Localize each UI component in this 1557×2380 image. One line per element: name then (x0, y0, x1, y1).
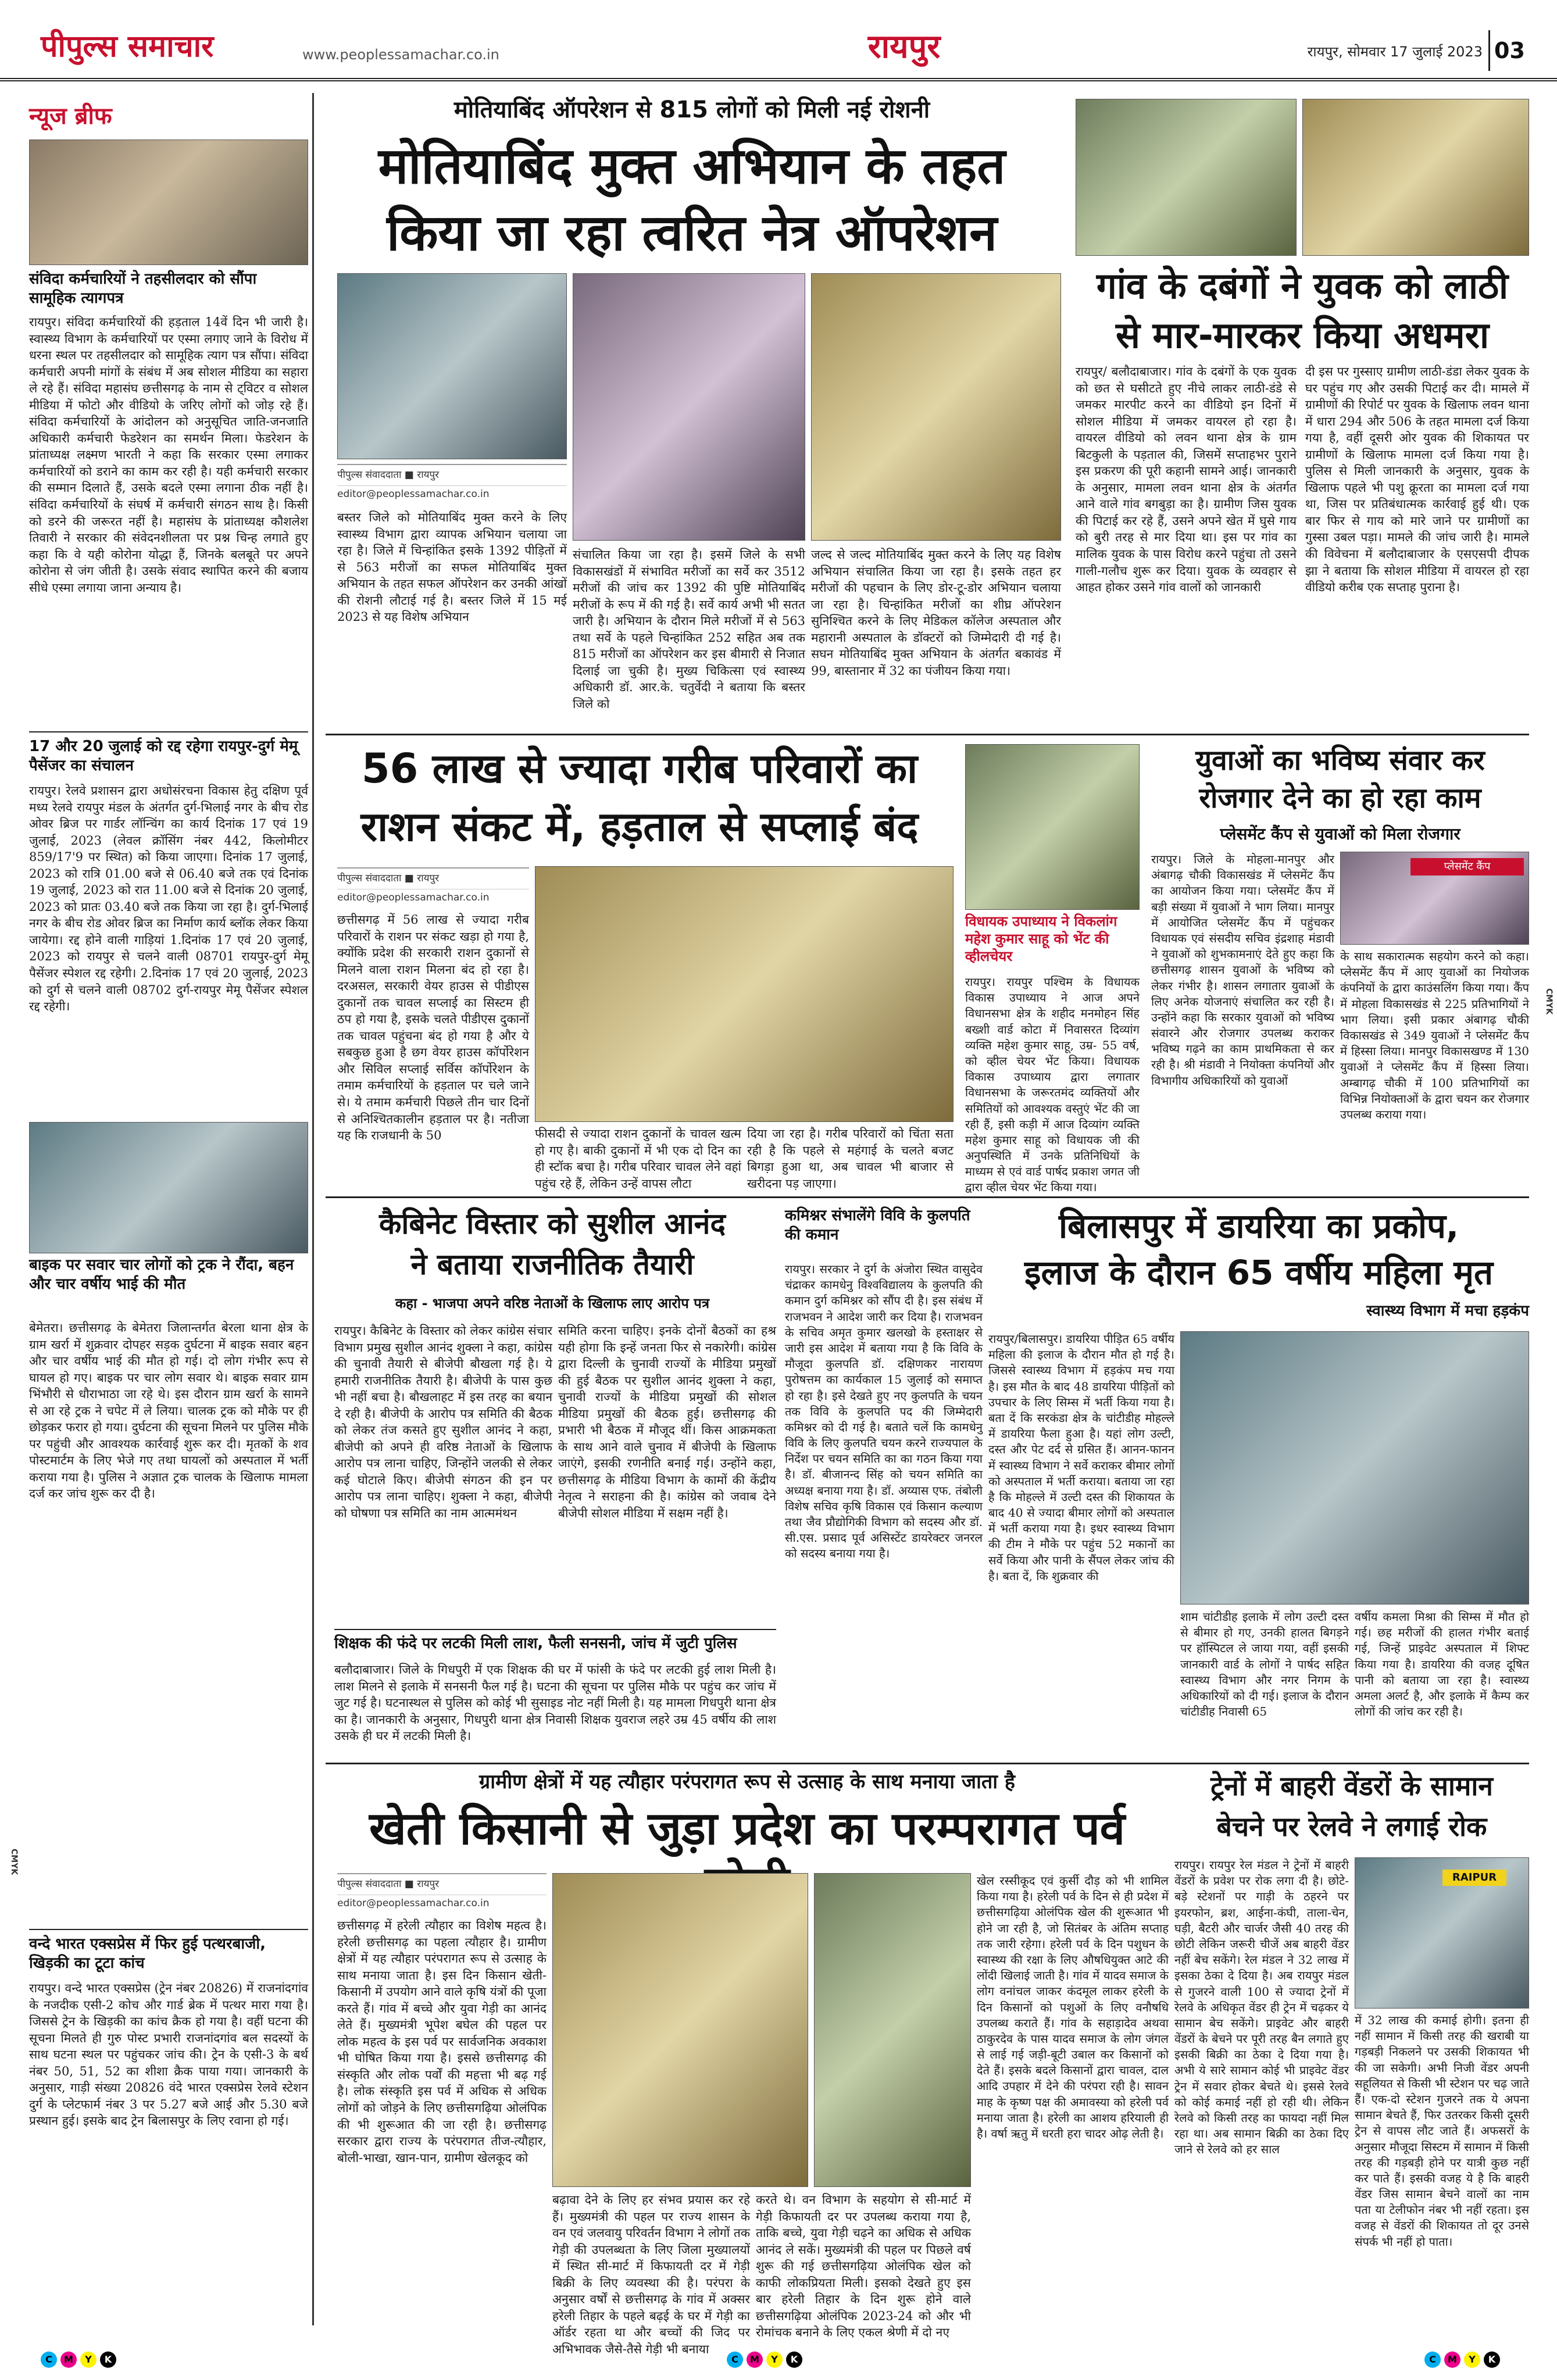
ration-headline-2: राशन संकट में, हड़ताल से सप्लाई बंद (360, 803, 919, 850)
village-photo-1 (1076, 99, 1297, 256)
village-photo-2 (1302, 99, 1529, 256)
cataract-byline: पीपुल्स संवाददाता ■ रायपुर (337, 464, 567, 486)
brief-headline-1: संविदा कर्मचारियों ने तहसीलदार को सौंपा सामूहिक त्यागपत्र (29, 270, 257, 307)
mla-photo-wheelchair (965, 744, 1140, 910)
divider (326, 734, 1529, 735)
magenta-mark-icon: M (1444, 2352, 1460, 2368)
hareli-byline: पीपुल्स संवाददाता ■ रायपुर (337, 1873, 547, 1895)
masthead-logo[interactable]: पीपुल्स समाचार (41, 29, 214, 64)
cabinet-headline-1: कैबिनेट विस्तार को सुशील आनंद (379, 1207, 726, 1241)
teacher-headline: शिक्षक की फंदे पर लटकी मिली लाश, फैली सनसनी, जांच में जुटी पुलिस (334, 1635, 737, 1652)
ration-col-1: छत्तीसगढ़ में 56 लाख से ज्यादा गरीब परिवारों के राशन पर संकट खड़ा हो गया है, क्योंकि प्रदेश की सरकारी राशन दुकानों से मिलने वाला राशन मिलना बंद हो रहा है। दरअसल, सरकारी वेयर हाउस से पीडीएस दुकानों तक चावल सप्लाई का सिस्टम ही ठप हो गया है, इसके चलते पीडीएस दुकानों तक चावल पहुंचना बंद हो गया है और ये सबकुछ हुआ है छग वेयर हाउस कॉर्पोरेशन और सिविल सप्लाई सर्विस कॉर्पोरेशन के तमाम कर्मचारियों के हड़ताल पर चले जाने से। ये तमाम कर्मचारी पिछले तीन चार दिनों से अनिश्चितकालीन हड़ताल पर है। नतीजा यह कि राजधानी के 50 (337, 913, 529, 1143)
black-mark-icon: K (1484, 2352, 1500, 2368)
youth-col-2: के साथ सकारात्मक सहयोग करने को कहा। प्लेसमेंट कैंप में आए युवाओं का नियोजक कंपनियों के द्वारा काउंसलिंग किया गया। कैंप में मोहला विकासखंड से 225 प्रतिभागियों ने भाग लिया। इसी प्रकार अंबागढ़ चौकी विकासखंड से 349 युवाओं ने प्लेसमेंट कैंप में हिस्सा लिया। मानपुर विकासखण्ड में 130 युवाओं ने प्लेसमेंट कैंप में हिस्सा लिया। अम्बागढ़ चौकी में 100 प्रतिभागियों का विभिन्न नियोक्ताओं के द्वारा चयन कर रोजगार उपलब्ध कराया गया। (1340, 949, 1529, 1121)
hareli-col-4: खेल रस्सीकूद एवं कुर्सी दौड़ को भी शामिल किया गया है। हरेली पर्व के दिन से ही प्रदेश में छत्तीसगढ़िया ओलंपिक खेल की शुरूआत भी होने जा रही है, जो सितंबर के अंतिम सप्ताह तक जारी रहेगा। हरेली पर्व के दिन पशुधन के स्वास्थ्य की रक्षा के लिए औषधियुक्त आटे की लोंदी खिलाई जाती है। गांव में यादव समाज के लोग वनांचल जाकर कंदमूल लाकर हरेली के दिन किसानों को पशुओं के लिए वनौषधि उपलब्ध कराते हैं। गांव के सहाड़ादेव अथवा ठाकुरदेव के पास यादव समाज के लोग जंगल से लाई गई जड़ी-बूटी उबाल कर किसानों को देते हैं। इसके बदले किसानों द्वारा चावल, दाल आदि उपहार में देने की परंपरा रही है। सावन माह के कृष्ण पक्ष की अमावस्या को हरेली पर्व मनाया जाता है। हरेली का आशय हरियाली ही है। वर्षा ऋतु में धरती हरा चादर ओढ़ लेती है। (977, 1874, 1169, 2140)
hareli-photo-woman (814, 1873, 971, 2187)
brief-body-1: रायपुर। संविदा कर्मचारियों की हड़ताल 14वें दिन भी जारी है। स्वास्थ्य विभाग के कर्मचारियों पर एस्मा लगाए जाने के विरोध में धरना स्थल पर तहसीलदार को सामूहिक त्याग पत्र सौंपा। संविदा कर्मचारी अपनी मांगों के संबंध में अब सोशल मीडिया का सहारा ले रहे हैं। संविदा महासंघ छत्तीसगढ़ के नाम से ट्विटर व सोशल मीडिया में फोटो और वीडियो के जरिए लोगों को जोड़ रहे हैं। संविदा कर्मचारियों के आंदोलन को अनुसूचित जाति-जनजाति अधिकारी कर्मचारी फेडरेशन का समर्थन मिला। फेडरेशन के प्रांताध्यक्ष लक्ष्मण भारती ने कहा कि सरकार एस्मा लगाकर कर्मचारियों को डराने का काम कर रही है। यही कर्मचारी सरकार की सम्मान दिलाते हैं, उसके बदले एस्मा लगाना ठीक नहीं है। संविदा कर्मचारियों के संघर्ष में कर्मचारी संगठन साथ है। किसी को डरने की जरूरत नहीं है। महासंघ के प्रांताध्यक्ष कौशलेश तिवारी ने सरकार की संवेदनशीलता पर प्रश्न चिन्ह लगाते हुए कहा कि वे यही कोरोना योद्धा हैं, जिनके बलबूते पर अपने कोरोना से जंग जीती है। उसके संवाद स्थापित करने की बजाय सीधे एस्मा लगाया जाना अन्याय है। (29, 315, 308, 595)
village-col-2: दी इस पर गुस्साए ग्रामीण लाठी-डंडा लेकर युवक के घर पहुंच गए और उसकी पिटाई कर दी। मामले में ग्रामीणों की रिपोर्ट पर युवक के खिलाफ लवन थाना में धारा 294 और 506 के तहत मामला दर्ज किया गया है, वहीं दूसरी ओर युवक की शिकायत पर ग्रामीणों के खिलाफ मामला दर्ज किया गया है। पुलिस से मिली जानकारी के अनुसार, युवक के खिलाफ पहले भी पशु क्रूरता का मामला दर्ज गया था, जिस पर प्रतिबंधात्मक कार्रवाई हुई थी। एक बार फिर से गाय को मारे जाने पर ग्रामीणों का गुस्सा उबल पड़ा। मामले की जांच जारी है। मामले की विवेचना में बलौदाबाजार के एसएसपी दीपक झा ने बताया कि सोशल मीडिया में वायरल हो रहा वीडियो करीब एक सप्ताह पुराना है। (1305, 364, 1529, 595)
divider (326, 1763, 1529, 1764)
teacher-body: बलौदाबाजार। जिले के गिधपुरी में एक शिक्षक की घर में फांसी के फंदे पर लटकी हुई लाश मिली है। लाश मिलने से इलाके में सनसनी फैल गई है। घटना की सूचना पर पुलिस मौके पर पहुंच कर जांच में जुट गई है। घटनास्थल से पुलिस को कोई भी सुसाइड नोट नहीं मिली है। यह मामला गिधपुरी थाना क्षेत्र का है। जानकारी के अनुसार, गिधपुरी थाना क्षेत्र निवासी शिक्षक युवराज लहरे उम्र 45 वर्षीय की लाश उसके ही घर में लटकी मिली है। (334, 1663, 776, 1743)
cataract-email[interactable]: editor@peoplessamachar.co.in (337, 488, 490, 500)
mla-headline-text: विधायक उपाध्याय ने विकलांग महेश कुमार साहू को भेंट की व्हीलचेयर (965, 913, 1117, 964)
divider (29, 1929, 308, 1930)
diarrhea-headline-2: इलाज के दौरान 65 वर्षीय महिला मृत (1024, 1253, 1494, 1292)
cataract-photo-operation (337, 273, 567, 459)
youth-col-1: रायपुर। जिले के मोहला-मानपुर और अंबागढ़ चौकी विकासखंड में प्लेसमेंट कैंप का आयोजन किया गया। प्लेसमेंट कैंप में बड़ी संख्या में युवाओं ने भाग लिया। मानपुर में आयोजित प्लेसमेंट कैंप में पहुंचकर विधायक एवं संसदीय सचिव इंद्रशाह मंडावी ने युवाओं को शुभकामनाएं देते हुए कहा कि छत्तीसगढ़ शासन युवाओं के भविष्य को लेकर गंभीर है। शासन लगातार युवाओं के लिए अनेक योजनाएं संचालित कर रही है। उन्होंने कहा कि सरकार युवाओं को भविष्य संवारने और रोजगार उपलब्ध कराकर भविष्य गढ़ने का काम प्राथमिकता से कर रही है। श्री मंडावी ने नियोक्ता कंपनियों और विभागीय अधिकारियों को युवाओं (1151, 852, 1334, 1088)
registration-marks-left (41, 2352, 116, 2368)
trains-headline-1: ट्रेनों में बाहरी वेंडरों के सामान (1210, 1770, 1493, 1802)
cabinet-col-2: समिति करना चाहिए। इनके दोनों बैठकों का हश्र यही होगा कि इन्हें जनता फिर से नकारेगी। कांग्रेस द्वारा दिल्ली के चुनावी राज्यों के मीडिया प्रमुखों की हुई बैठक पर सुशील आनंद शुक्ला ने कहा, चुनावी राज्यों के मीडिया प्रमुखों की सोशल मीडिया प्रमुखों की बैठक हुई। छत्तीसगढ़ की प्रभारी भी बैठक में मौजूद थीं। किस आक्रमकता के साथ आने वाले चुनाव में बीजेपी के खिलाफ जाएंगे, इसकी रणनीति बनाई गई। उन्होंने कहा, छत्तीसगढ़ के मीडिया विभाग के कामों की केंद्रीय नेतृत्व ने सराहना की है। कांग्रेस को जवाब देने बीजेपी सोशल मीडिया में सक्षम नहीं है। (558, 1324, 776, 1521)
hareli-col-2: बढ़ावा देने के लिए हर संभव प्रयास कर रहे हैं। मुख्यमंत्री की पहल पर राज्य शासन के वन एवं जलवायु परिवर्तन विभाग ने लोगों तक गेड़ी की उपलब्धता के लिए जिला मुख्यालयों में स्थित सी-मार्ट में किफायती दर में गेड़ी बिक्री के लिए व्यवस्था की है। परंपरा के अनुसार वर्षों से छत्तीसगढ़ के गांव में अक्सर हरेली तिहार के पहले बढ़ई के घर में गेड़ी का ऑर्डर रहता था और बच्चों की जिद पर अभिभावक जैसे-तैसे गेड़ी भी बनाया (552, 2193, 750, 2356)
cataract-kicker: मोतियाबिंद ऑपरेशन से 815 लोगों को मिली नई रोशनी (453, 97, 930, 123)
youth-headline-2: रोजगार देने का हो रहा काम (1199, 782, 1481, 814)
diarrhea-col-1: रायपुर/बिलासपुर। डायरिया पीड़ित 65 वर्षीय महिला की इलाज के दौरान मौत हो गई है। जिससे स्वास्थ्य विभाग में हड़कंप मच गया है। इस मौत के बाद 48 डायरिया पीड़ितों को उपचार के लिए सिम्स में भर्ती किया गया है। बता दें कि सरकंडा क्षेत्र के चांटीडीह मोहल्ले में डायरिया फैला हुआ है। यहां लोग उल्टी, दस्त और पेट दर्द से ग्रसित हैं। आनन-फानन में स्वास्थ्य विभाग ने सर्वे कराकर बीमार लोगों को अस्पताल में भर्ती कराया। बताया जा रहा है कि मोहल्ले में उल्टी दस्त की शिकायत के बाद 40 से ज्यादा बीमार लोगों को अस्पताल में भर्ती कराया गया है। इधर स्वास्थ्य विभाग की टीम ने मौके पर पहुंच 52 मकानों का सर्वे किया और पानी के सैंपल लेकर जांच की है। बता दें, कि शुक्रवार की (988, 1332, 1174, 1583)
hareli-photo-worship (552, 1873, 808, 2187)
placement-banner: प्लेसमेंट कैंप (1410, 858, 1524, 875)
cataract-col-2: संचालित किया जा रहा है। इसमें जिले के सभी विकासखंडों में संभावित मरीजों का सर्वे कर 3512 मरीजों की जांच कर 1392 की पुष्टि मोतियाबिंद मरीजों के रूप में की गई है। सर्वे कार्य अभी भी सतत जारी है। अभियान के दौरान मिले मरीजों में से 563 तथा सर्वे के पहले चिन्हांकित 252 सहित अब तक 815 मरीजों का ऑपरेशन कर इस बीमारी से निजात दिलाई जा चुकी है। मुख्य चिकित्सा एवं स्वास्थ्य अधिकारी डॉ. आर.के. चतुर्वेदी ने बताया कि बस्तर जिले को (573, 548, 805, 711)
hareli-email[interactable]: editor@peoplessamachar.co.in (337, 1897, 490, 1909)
brief-title: न्यूज ब्रीफ (29, 103, 112, 130)
ration-email[interactable]: editor@peoplessamachar.co.in (337, 892, 490, 903)
divider (29, 731, 308, 732)
hareli-col-1: छत्तीसगढ़ में हरेली त्यौहार का विशेष महत्व है। हरेली छत्तीसगढ़ का पहला त्यौहार है। ग्रामीण क्षेत्रों में यह त्यौहार परंपरागत रूप से उत्साह के साथ मनाया जाता है। इस दिन किसान खेती-किसानी में उपयोग आने वाले कृषि यंत्रों की पूजा करते हैं। गांव में बच्चे और युवा गेड़ी का आनंद लेते हैं। मुख्यमंत्री भूपेश बघेल की पहल पर लोक महत्व के इस पर्व पर सार्वजनिक अवकाश भी घोषित किया गया है। इससे छत्तीसगढ़ की संस्कृति और लोक पर्वों की महत्ता भी बढ़ गई है। लोक संस्कृति इस पर्व में अधिक से अधिक लोगों को जोड़ने के लिए छत्तीसगढ़िया ओलंपिक की भी शुरूआत की जा रही है। छत्तीसगढ़ सरकार द्वारा राज्य के परंपरागत तीज-त्यौहार, बोली-भाखा, खान-पान, ग्रामीण खेलकूद को (337, 1918, 547, 2165)
diarrhea-col-3: वर्षीय कमला मिश्रा की सिम्स में मौत हो गई। छह मरीजों की हालत गंभीर बताई गई, जिन्हें प्राइवेट अस्पताल में शिफ्ट किया गया है। डायरिया की वजह दूषित पानी को बताया जा रहा है। स्वास्थ्य अमला अलर्ट है, और इलाके में कैम्प कर लोगों की जांच कर रही है। (1355, 1610, 1529, 1719)
vc-headline: कमिश्नर संभालेंगे विवि के कुलपति की कमान (785, 1207, 970, 1243)
cataract-photo-patients (811, 273, 1061, 541)
mla-body: रायपुर। रायपुर पश्चिम के विधायक विकास उपाध्याय ने आज अपने विधानसभा क्षेत्र के शहीद मनमोहन सिंह बख्शी वार्ड कोटा में निवासरत दिव्यांग व्यक्ति महेश कुमार साहू, उम्र- 55 वर्ष, को व्हील चेयर भेंट किया। विधायक विकास उपाध्याय द्वारा लगातार विधानसभा के जरूरतमंद व्यक्तियों और समितियों को आवश्यक वस्तुएं भेंट की जा रही हैं, इसी कड़ी में आज दिव्यांग व्यक्ति महेश कुमार साहू को विधायक जी की अनुपस्थिति में उनके प्रतिनिधियों के माध्यम से एवं वार्ड पार्षद प्रकाश जगत जी द्वारा व्हील चेयर भेंट किया गया। (965, 975, 1140, 1195)
village-headline-2: से मार-मारकर किया अधमरा (1115, 314, 1490, 356)
black-mark-icon: K (786, 2352, 802, 2368)
cabinet-subhead: कहा - भाजपा अपने वरिष्ठ नेताओं के खिलाफ लाए आरोप पत्र (395, 1295, 710, 1311)
cataract-col-1: बस्तर जिले को मोतियाबिंद मुक्त करने के लिए स्वास्थ्य विभाग द्वारा व्यापक अभियान चलाया जा रहा है। जिले में चिन्हांकित इसके 1392 पीड़ितों में से 563 मरीजों का सफल मोतियाबिंद मुक्त अभियान के तहत सफल ऑपरेशन कर उनकी आंखों की रोशनी लौटाई गई है। बस्तर जिले में 15 मई 2023 से यह विशेष अभियान (337, 510, 567, 624)
hareli-headline: खेती किसानी से जुड़ा प्रदेश का परम्परागत पर्व (369, 1803, 1126, 1855)
masthead-website[interactable]: www.peoplessamachar.co.in (302, 47, 499, 63)
brief-body-4: रायपुर। वन्दे भारत एक्सप्रेस (ट्रेन नंबर 20826) में राजनांदगांव के नजदीक एसी-2 कोच और गार्ड ब्रेक में पत्थर मारा गया है। जिससे ट्रेन के खिड़की का कांच क्रैक हो गया है। वहीं घटना की सूचना मिलते ही गुरु पोस्ट प्रभारी राजनांदगांव बल सदस्यों के साथ घटना स्थल पर पहुंचकर जांच की। ट्रेन के एसी-3 के बर्थ नंबर 50, 51, 52 का शीशा क्रैक पाया गया। जानकारी के अनुसार, गाड़ी संख्या 20826 वंदे भारत एक्सप्रेस रेलवे स्टेशन दुर्ग के प्लेटफार्म नंबर 3 पर 5.27 बजे आई और 5.30 बजे प्रस्थान हुई। इसके बाद ट्रेन बिलासपुर के लिए रवाना हो गई। (29, 1980, 308, 2317)
diarrhea-photo-hospital (1180, 1331, 1529, 1604)
vc-body: रायपुर। सरकार ने दुर्ग के अंजोरा स्थित वासुदेव चंद्राकर कामधेनु विश्वविद्यालय के कुलपति की कमान दुर्ग कमिश्नर को सौंप दी है। इस संबंध में राजभवन ने आदेश जारी कर दिया है। राजभवन के सचिव अमृत कुमार खलखो के हस्ताक्षर से जारी इस आदेश में बताया गया है कि विवि के मौजूदा कुलपति डॉ. दक्षिणकर नारायण पुरोषत्तम का कार्यकाल 15 जुलाई को समाप्त हो रहा है। इसे देखते हुए नए कुलपति के चयन तक विवि के कुलपति पद की जिम्मेदारी कमिश्नर को दी गई है। बताते चलें कि कामधेनु विवि के लिए कुलपति चयन करने राज्यपाल के निर्देश पर चयन समिति का का गठन किया गया है। डॉ. बीजानन्द सिंह को चयन समिति का अध्यक्ष बनाया गया है। डॉ. अय्यास एफ. तंबोली विशेष सचिव कृषि विकास एवं किसान कल्याण तथा जैव प्रौद्योगिकी विभाग को सदस्य और डॉ. सी.एस. प्रसाद पूर्व असिस्टेंट डायरेक्टर जनरल को सदस्य बनाया गया है। (785, 1262, 983, 1561)
hareli-kicker: ग्रामीण क्षेत्रों में यह त्यौहार परंपरागत रूप से उत्साह के साथ मनाया जाता है (479, 1770, 1015, 1793)
cataract-headline-2: किया जा रहा त्वरित नेत्र ऑपरेशन (387, 204, 997, 262)
brief-headline-4: वन्दे भारत एक्सप्रेस में फिर हुई पत्थरबाजी, खिड़की का टूटा कांच (29, 1935, 308, 1975)
ration-col-2: फीसदी से ज्यादा राशन दुकानों के चावल खत्म हो गए है। बाकी दुकानों में भी एक दो दिन का ही स्टॉक बचा है। गरीब परिवार चावल लेने वहां पहुंच रहे हैं, लेकिन उन्हें वापस लौटा (535, 1127, 741, 1191)
brief-photo-protest (29, 140, 308, 265)
brief-photo-truck (29, 1122, 308, 1253)
diarrhea-subhead: स्वास्थ्य विभाग में मचा हड़कंप (1366, 1302, 1529, 1320)
youth-headline-1: युवाओं का भविष्य संवार कर (1195, 744, 1485, 777)
masthead-city: रायपुर (867, 28, 941, 66)
trains-photo-station (1355, 1857, 1529, 2009)
trains-col-1: रायपुर। रायपुर रेल मंडल ने ट्रेनों में बाहरी वेंडरों के प्रवेश पर रोक लगा दी है। छोटे-बड़े स्टेशनों पर गाड़ी के ठहरने पर इयरफोन, ब्रश, आईना-कंघी, ताला-चेन, घड़ी, बैटरी और चार्जर जैसी 40 तरह की छोटी लेकिन जरूरी चीजें अब बाहरी वेंडर नहीं बेच सकेंगे। रेल मंडल ने 32 लाख में इसका ठेका दे दिया है। अब रायपुर मंडल से गुजरने वाली 100 से ज्यादा ट्रेनों में रेलवे के अधिकृत वेंडर ही ट्रेन में चढ़कर ये सामान बेच सकेंगे। प्राइवेट और बाहरी वेंडरों के बेचने पर पूरी तरह बैन लगाते हुए इसकी बिक्री का ठेका दे दिया गया है। अभी ये सारे सामान कोई भी प्राइवेट वेंडर ट्रेन में सवार होकर बेचते थे। इससे रेलवे को कोई कमाई नहीं हो रही थी। लेकिन रेलवे को किसी तरह का फायदा नहीं मिल रहा था। अब सामान बिक्री का ठेका दिए जाने से रेलवे को हर साल (1174, 1858, 1349, 2157)
registration-label-right: CMYK (1544, 988, 1554, 1015)
cyan-mark-icon: C (41, 2352, 57, 2368)
diarrhea-col-2: शाम चांटीडीह इलाके में लोग उल्टी दस्त से बीमार हो गए, उनकी हालत बिगड़ने पर हॉस्पिटल ले जाया गया, वहीं इसकी जानकारी वार्ड के लोगों ने पार्षद सहित स्वास्थ्य विभाग और नगर निगम के अधिकारियों को दी गई। इलाज के दौरान चांटीडीह निवासी 65 (1180, 1610, 1349, 1719)
magenta-mark-icon: M (60, 2352, 77, 2368)
yellow-mark-icon: Y (80, 2352, 97, 2368)
diarrhea-headline-1: बिलासपुर में डायरिया का प्रकोप, (1058, 1206, 1459, 1246)
cyan-mark-icon: C (1424, 2352, 1441, 2368)
ration-photo-rice (535, 866, 954, 1122)
brief-body-3: बेमेतरा। छत्तीसगढ़ के बेमेतरा जिलान्तर्गत बेरला थाना क्षेत्र के ग्राम खर्रा में शुक्रवार दोपहर सड़क दुर्घटना में बाइक सवार बहन और चार वर्षीय भाई की मौत हो गई। दो लोग गंभीर रूप से घायल हो गए। बाइक पर चार लोग सवार थे। बाइक सवार ग्राम भिंभौरी से धौराभाठा जा रहे थे। इस दौरान ग्राम खर्रा के सामने से आ रहे ट्रक ने चपेट में ले लिया। चालक ट्रक को मौके पर ही छोड़कर फरार हो गया। दुर्घटना की सूचना मिलने पर पुलिस मौके पर पहुंची और आवश्यक कार्रवाई शुरू कर दी। मृतकों के शव पोस्टमार्टम के लिए भेजे गए तथा घायलों को अस्पताल में भर्ती कराया गया है। पुलिस ने अज्ञात ट्रक चालक के खिलाफ मामला दर्ज कर जांच शुरू कर दी है। (29, 1321, 308, 1501)
magenta-mark-icon: M (747, 2352, 763, 2368)
village-headline-1: गांव के दबंगों ने युवक को लाठी (1096, 265, 1509, 307)
yellow-mark-icon: Y (766, 2352, 783, 2368)
page-number: 03 (1488, 30, 1529, 71)
registration-marks-center (727, 2352, 802, 2368)
brief-headline-3: बाइक पर सवार चार लोगों को ट्रक ने रौंदा, बहन और चार वर्षीय भाई की मौत (29, 1256, 294, 1293)
divider (326, 1196, 1529, 1198)
divider (334, 1629, 776, 1630)
cataract-col-3: जल्द से जल्द मोतियाबिंद मुक्त करने के लिए यह विशेष अभियान संचालित किया जा रहा है। इसके तहत हर मरीजों की पहचान के लिए डोर-टू-डोर अभियान चलाया जा रहा है। चिन्हांकित मरीजों का शीघ्र ऑपरेशन सुनिश्चित करने के लिए मेडिकल कॉलेज अस्पताल और महारानी अस्पताल के डॉक्टरों को जिम्मेदारी दी गई है। सघन मोतियाबिंद मुक्त अभियान के अंतर्गत बकावंड में 99, बास्तानार में 32 का पंजीयन किया गया। (811, 548, 1061, 678)
brief-body-2: रायपुर। रेलवे प्रशासन द्वारा अधोसंरचना विकास हेतु दक्षिण पूर्व मध्य रेलवे रायपुर मंडल के अंतर्गत दुर्ग-भिलाई नगर के बीच रोड ओवर ब्रिज पर गार्डर लॉन्चिंग का कार्य दिनांक 17 एवं 19 जुलाई, 2023 (लेवल क्रॉसिंग नंबर 442, किलोमीटर 859/17'9 पर स्थित) को किया जाएगा। दिनांक 17 जुलाई, 2023 को रात्रि 01.00 बजे से 06.40 बजे तक एवं दिनांक 19 जुलाई, 2023 को रात 11.00 बजे से दिनांक 20 जुलाई, 2023 को प्रातः 03.40 बजे तक किया जा रहा है। दुर्ग-भिलाई नगर के बीच रोड ओवर ब्रिज का निर्माण कार्य ब्लॉक लेकर किया जायेगा। रद्द होने वाली गाड़ियां 1.दिनांक 17 एवं 20 जुलाई, 2023 को रायपुर से चलने वाली 08701 रायपुर-दुर्ग मेमू पैसेंजर स्पेशल रद्द रहेगी। 2.दिनांक 17 एवं 20 जुलाई, 2023 को दुर्ग से चलने वाली 08702 दुर्ग-रायपुर मेमू पैसेंजर स्पेशल रद्द रहेगी। (29, 782, 308, 1137)
village-col-1: रायपुर/ बलौदाबाजार। गांव के दबंगों के एक युवक को छत से घसीटते हुए नीचे लाकर लाठी-डंडे से जमकर मारपीट करने का वीडियो इन दिनों में सोशल मीडिया में जमकर वायरल हो रहा है। वायरल वीडियो को लवन थाना क्षेत्र के ग्राम बिटकुली के पड़ताल की, जिसमें सप्ताहभर पुराने इस प्रकरण की पूरी कहानी सामने आई। जानकारी के अनुसार, मामला लवन थाना क्षेत्र के अंतर्गत आने वाले गांव बगबुड़ा का है। ग्रामीण जिस युवक की पिटाई कर रहे हैं, उसने अपने खेत में घुसे गाय को बुरी तरह से मार दिया था। इस पर गांव का मालिक युवक के पास विरोध करने पहुंचा तो उसने गाली-गलौच शुरू कर दिया। युवक के व्यवहार से आहत होकर उसने गांव वालों को जानकारी (1076, 364, 1297, 595)
trains-col-2: में 32 लाख की कमाई होगी। इतना ही नहीं सामान में किसी तरह की खराबी या गड़बड़ी निकलने पर उसकी शिकायत भी की जा सकेगी। अभी निजी वेंडर अपनी सहूलियत से किसी भी स्टेशन पर चढ़ जाते हैं। एक-दो स्टेशन गुजरने तक ये अपना सामान बेचते हैं, फिर उतरकर किसी दूसरी ट्रेन से वापस लौट जाते हैं। अफसरों के अनुसार मौजूदा सिस्टम में सामान में किसी तरह की गड़बड़ी होने पर यात्री कुछ नहीं कर पाते हैं। इसकी वजह ये है कि बाहरी वेंडर जिस सामान बेचने वालों का नाम पता या टेलीफोन नंबर भी नहीं रहता। इस वजह से वेंडरों की शिकायत तो दूर उनसे संपर्क भी नहीं हो पाता। (1355, 2013, 1529, 2249)
trains-headline-2: बेचने पर रेलवे ने लगाई रोक (1216, 1811, 1487, 1842)
cyan-mark-icon: C (727, 2352, 743, 2368)
brief-column (23, 93, 314, 2325)
hareli-col-3: करते थे। वन विभाग के सहयोग से सी-मार्ट में गेड़ी किफायती दर पर उपलब्ध कराया गया है, ताकि बच्चे, युवा गेड़ी चढ़ने का अधिक से अधिक आनंद ले सकें। मुख्यमंत्री की पहल पर पिछले वर्ष शुरू की गई छत्तीसगढ़िया ओलंपिक खेल को काफी लोकप्रियता मिली। इसको देखते हुए इस बार हरेली तिहार के दिन शुरू होने वाले छत्तीसगढ़िया ओलंपिक 2023-24 को और भी रोमांचक बनाने के लिए एकल श्रेणी में दो नए (756, 2193, 971, 2340)
ration-byline: पीपुल्स संवाददाता ■ रायपुर (337, 867, 529, 889)
ration-col-3: दिया जा रहा है। गरीब परिवारों को चिंता सता रही है कि पहले से महंगाई के चलते बजट बिगड़ा हुआ था, अब चावल भी बाजार से खरीदना पड़ जाएगा। (747, 1127, 954, 1191)
masthead-dateline: रायपुर, सोमवार 17 जुलाई 2023 (1307, 44, 1483, 60)
ration-headline-1: 56 लाख से ज्यादा गरीब परिवारों का (361, 745, 918, 792)
youth-subhead: प्लेसमेंट कैंप से युवाओं को मिला रोजगार (1220, 824, 1460, 844)
cataract-headline-1: मोतियाबिंद मुक्त अभियान के तहत (378, 137, 1006, 195)
cabinet-headline-2: ने बताया राजनीतिक तैयारी (410, 1248, 694, 1281)
registration-marks-right (1424, 2352, 1500, 2368)
black-mark-icon: K (100, 2352, 116, 2368)
brief-headline-2: 17 और 20 जुलाई को रद्द रहेगा रायपुर-दुर्ग मेमू पैसेंजर का संचालन (29, 737, 308, 778)
cabinet-col-1: रायपुर। कैबिनेट के विस्तार को लेकर कांग्रेस संचार विभाग प्रमुख सुशील आनंद शुक्ला ने कहा, कांग्रेस की चुनावी तैयारी से बीजेपी बौखला गई है। ये हमारी राजनीतिक तैयारी है। बीजेपी के पास कुछ भी नहीं बचा है। बौखलाहट में इस तरह का बयान दे रही है। बीजेपी के आरोप पत्र समिति की बैठक को लेकर तंज कसते हुए सुशील आनंद ने कहा, बीजेपी को अपने ही वरिष्ठ नेताओं के खिलाफ आरोप पत्र लाना चाहिए, जिन्होंने जलकी से लेकर कई घोटाले किए। बीजेपी संगठन की इन पर आरोप पत्र लाना चाहिए। शुक्ला ने कहा, बीजेपी को घोषणा पत्र समिति का नाम आत्ममंथन (334, 1324, 552, 1521)
registration-label-left: CMYK (9, 1849, 19, 1875)
train-board: RAIPUR (1442, 1870, 1506, 1886)
cataract-photo-group (573, 273, 805, 541)
masthead (0, 0, 1557, 81)
yellow-mark-icon: Y (1464, 2352, 1480, 2368)
youth-photo-camp (1340, 852, 1529, 945)
